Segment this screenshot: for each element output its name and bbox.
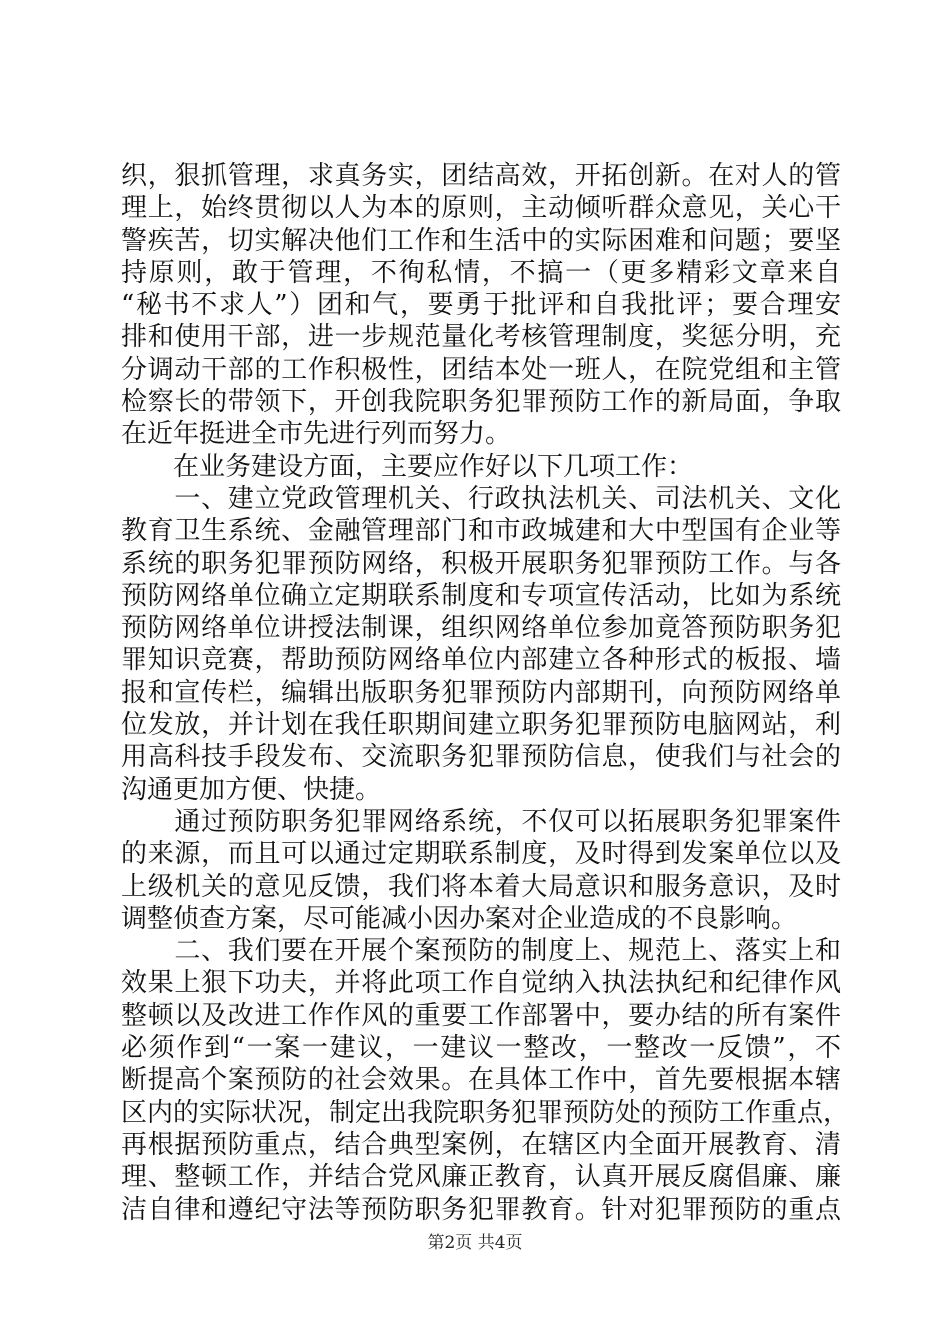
text-line: 理上，始终贯彻以人为本的原则，主动倾听群众意见，关心干 — [121, 193, 841, 224]
text-line: 一、建立党政管理机关、行政执法机关、司法机关、文化 — [121, 483, 841, 514]
text-line: 排和使用干部，进一步规范量化考核管理制度，奖惩分明，充 — [121, 322, 841, 353]
text-line: 系统的职务犯罪预防网络，积极开展职务犯罪预防工作。与各 — [121, 548, 841, 579]
text-line: 罪知识竞赛，帮助预防网络单位内部建立各种形式的板报、墙 — [121, 645, 841, 676]
text-line: 预防网络单位讲授法制课，组织网络单位参加竟答预防职务犯 — [121, 613, 841, 644]
text-line: 报和宣传栏，编辑出版职务犯罪预防内部期刊，向预防网络单 — [121, 677, 841, 708]
page-number-footer: 第2页 共4页 — [427, 1233, 523, 1253]
text-line: 再根据预防重点，结合典型案例，在辖区内全面开展教育、清 — [121, 1129, 841, 1160]
text-line: 断提高个案预防的社会效果。在具体工作中，首先要根据本辖 — [121, 1065, 841, 1096]
text-line: 的来源，而且可以通过定期联系制度，及时得到发案单位以及 — [121, 839, 841, 870]
text-line: 调整侦查方案，尽可能减小因办案对企业造成的不良影响。 — [121, 903, 798, 934]
text-line: 必须作到“一案一建议，一建议一整改，一整改一反馈”，不 — [121, 1033, 841, 1064]
text-line: 持原则，敢于管理，不徇私情，不搞一（更多精彩文章来自 — [121, 257, 841, 288]
text-line: 位发放，并计划在我任职期间建立职务犯罪预防电脑网站，利 — [121, 710, 841, 741]
text-line: 用高科技手段发布、交流职务犯罪预防信息，使我们与社会的 — [121, 742, 841, 773]
text-line: 整顿以及改进工作作风的重要工作部署中，要办结的所有案件 — [121, 1000, 841, 1031]
text-line: 上级机关的意见反馈，我们将本着大局意识和服务意识，及时 — [121, 871, 841, 902]
text-line: 洁自律和遵纪守法等预防职务犯罪教育。针对犯罪预防的重点 — [121, 1194, 841, 1225]
text-line: 沟通更加方便、快捷。 — [121, 774, 382, 805]
text-line: 通过预防职务犯罪网络系统，不仅可以拓展职务犯罪案件 — [121, 806, 841, 837]
text-line: 在业务建设方面，主要应作好以下几项工作： — [121, 451, 694, 482]
text-line: 在近年挺进全市先进行列而努力。 — [121, 419, 512, 450]
text-line: 区内的实际状况，制定出我院职务犯罪预防处的预防工作重点， — [121, 1097, 850, 1128]
text-line: 警疾苦，切实解决他们工作和生活中的实际困难和问题；要坚 — [121, 225, 841, 256]
text-line: 理、整顿工作，并结合党风廉正教育，认真开展反腐倡廉、廉 — [121, 1162, 841, 1193]
text-line: 效果上狠下功夫，并将此项工作自觉纳入执法执纪和纪律作风 — [121, 968, 841, 999]
text-line: 分调动干部的工作积极性，团结本处一班人，在院党组和主管 — [121, 354, 841, 385]
text-line: 检察长的带领下，开创我院职务犯罪预防工作的新局面，争取 — [121, 387, 841, 418]
text-line: 预防网络单位确立定期联系制度和专项宣传活动，比如为系统 — [121, 580, 841, 611]
text-line: 二、我们要在开展个案预防的制度上、规范上、落实上和 — [121, 936, 841, 967]
text-line: 教育卫生系统、金融管理部门和市政城建和大中型国有企业等 — [121, 516, 841, 547]
text-line: 织，狠抓管理，求真务实，团结高效，开拓创新。在对人的管 — [121, 161, 841, 191]
body-text — [121, 160, 850, 1226]
text-line: “秘书不求人”）团和气，要勇于批评和自我批评；要合理安 — [121, 290, 841, 321]
